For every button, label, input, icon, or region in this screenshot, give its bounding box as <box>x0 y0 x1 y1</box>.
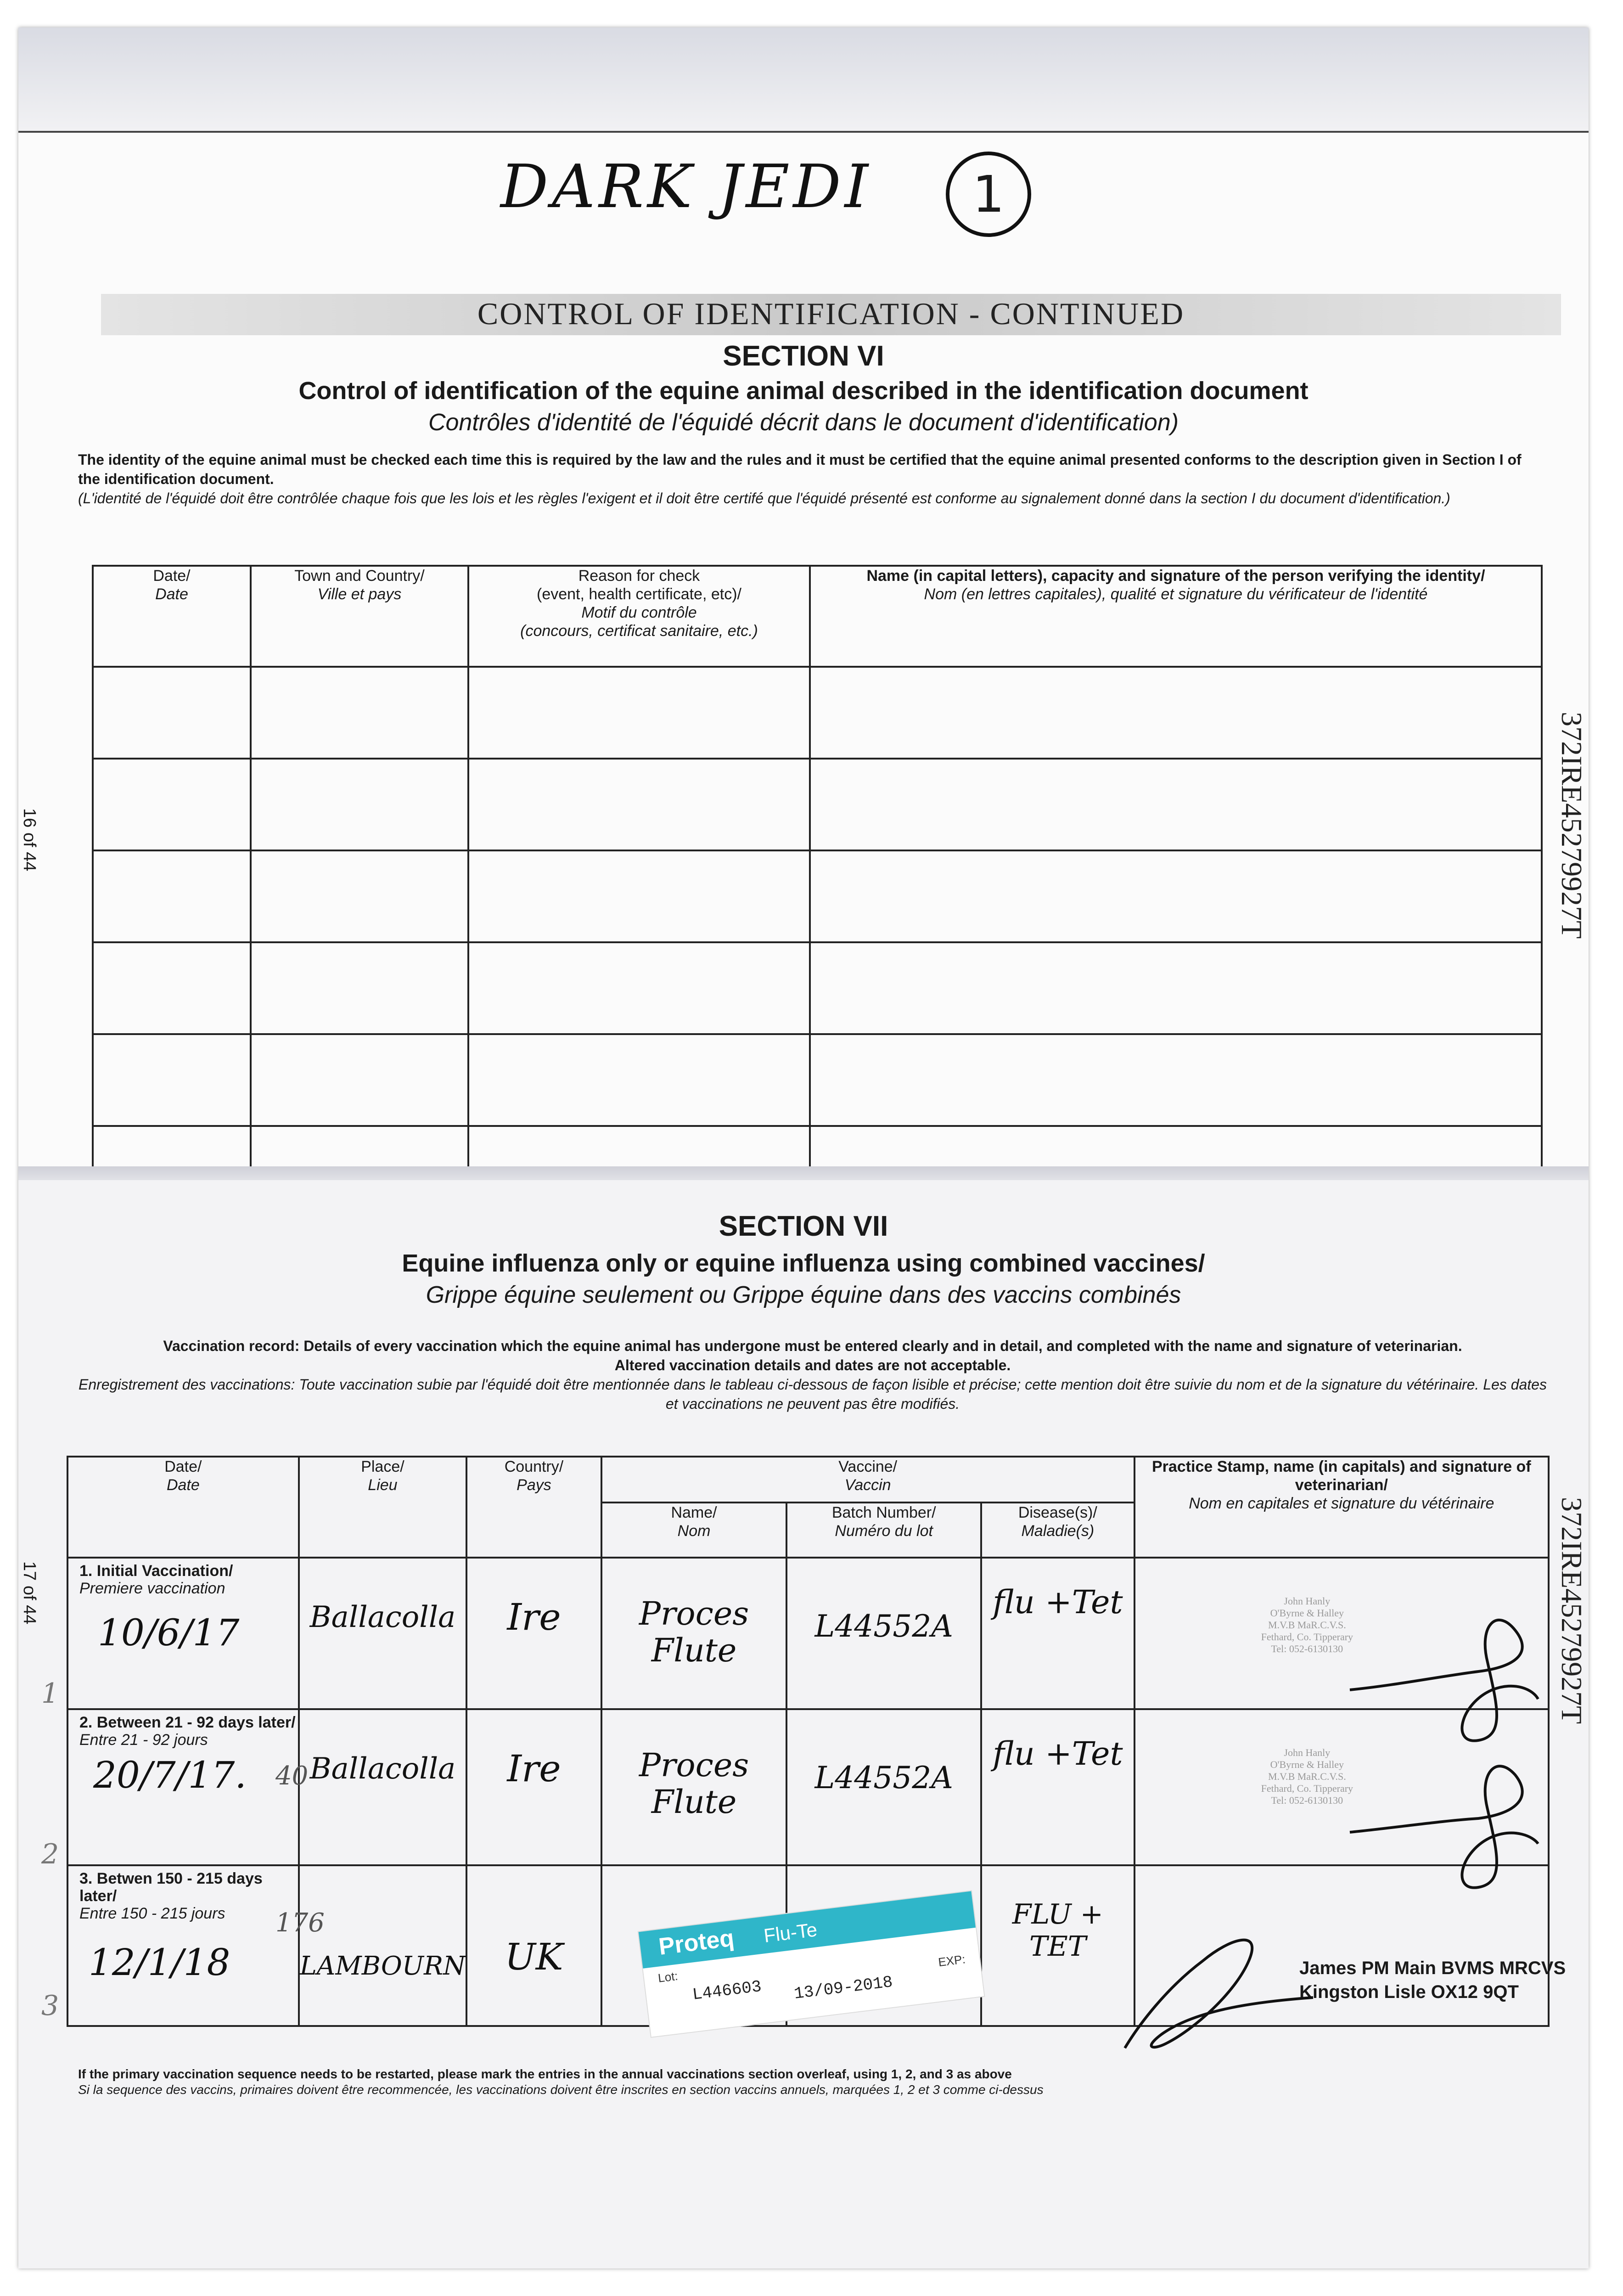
place-cell: LAMBOURN <box>299 1865 466 2026</box>
banner-text: CONTROL OF IDENTIFICATION - CONTINUED <box>477 296 1185 331</box>
section-vi-title: SECTION VI <box>723 340 884 372</box>
days-annotation: 40 <box>275 1761 309 1791</box>
vaccination-date: 20/7/17. <box>93 1754 247 1796</box>
col-batch-header: Batch Number/ Numéro du lot <box>786 1503 981 1558</box>
margin-number: 1 <box>41 1677 59 1710</box>
section-vii-subtitle-fr: Grippe équine seulement ou Grippe équine dans des vaccins combinés <box>426 1282 1181 1308</box>
table-row <box>67 1558 1549 1709</box>
col-town-header: Town and Country/ Ville et pays <box>251 566 468 667</box>
col-vaccine-header: Vaccine/ Vaccin <box>601 1457 1134 1503</box>
section-vi-intro <box>78 450 1547 508</box>
col-place-header: Place/ Lieu <box>299 1457 466 1558</box>
section-vii-subtitle-en: Equine influenza only or equine influenza using combined vaccines/ <box>402 1249 1205 1277</box>
vet-signature-3 <box>1111 1910 1322 2062</box>
disease-cell: FLU + TET <box>981 1865 1134 2026</box>
section-vii-title: SECTION VII <box>719 1210 888 1242</box>
sticker-brand: Proteq <box>657 1925 736 1960</box>
col-date-header: Date/ Date <box>67 1457 299 1558</box>
section-vii-intro <box>78 1336 1547 1413</box>
vet-signature-1 <box>1341 1598 1543 1754</box>
sticker-exp: 13/09-2018 <box>793 1972 894 2003</box>
practice-stamp: John Hanly O'Byrne & Halley M.V.B MaR.C.V.S. Fethard, Co. Tipperary Tel: 052-6130130 <box>1261 1595 1353 1654</box>
sticker-product: Flu-Te <box>762 1919 819 1947</box>
identification-check-table <box>92 565 1543 1182</box>
table-row <box>93 942 1542 1034</box>
col-reason-header: Reason for check (event, health certificate, etc)/ Motif du contrôle (concours, certificat sanitaire, etc.) <box>468 566 810 667</box>
handwritten-circled-number: 1 <box>946 152 1031 237</box>
handwritten-horse-name: DARK JEDI <box>500 152 872 221</box>
section-vi-subtitle-fr: Contrôles d'identité de l'équidé décrit dans le document d'identification) <box>428 409 1179 436</box>
vet-signature-2 <box>1341 1745 1543 1901</box>
table-row <box>93 1034 1542 1126</box>
vaccination-date: 12/1/18 <box>89 1941 230 1984</box>
batch-cell: L44552A <box>786 1709 981 1865</box>
footer-en: If the primary vaccination sequence needs to be restarted, please mark the entries in the annual vaccinations section overleaf, using 1, 2, and 3 as above <box>78 2067 1012 2081</box>
vet-address: Kingston Lisle OX12 9QT <box>1299 1982 1519 2002</box>
vet-stamp <box>1299 1956 1566 2004</box>
sticker-lot-label: Lot: <box>657 1969 679 1985</box>
sticker-exp-label: EXP: <box>937 1952 966 1970</box>
passport-serial-upper: 372IRE45279927T <box>1556 712 1588 939</box>
disease-cell: flu +Tet <box>981 1709 1134 1865</box>
vaccine-name-cell: Proces Flute <box>601 1558 787 1709</box>
footer-fr: Si la sequence des vaccins, primaires doivent être recommencée, les vaccinations doivent être inscrites en section vaccins annuels, marquées 1, 2 et 3 comme ci-dessus <box>78 2082 1044 2097</box>
vaccine-name-cell: Proces Flute <box>601 1709 787 1865</box>
sticker-lot: L446603 <box>691 1977 763 2004</box>
table-row <box>93 850 1542 942</box>
passport-serial-lower: 372IRE45279927T <box>1556 1497 1588 1724</box>
disease-cell: flu +Tet <box>981 1558 1134 1709</box>
col-country-header: Country/ Pays <box>466 1457 601 1558</box>
vaccination-date: 10/6/17 <box>98 1611 240 1654</box>
section-banner <box>101 294 1561 335</box>
section-vii-intro-en2: Altered vaccination details and dates are not acceptable. <box>614 1357 1011 1373</box>
table-row <box>93 667 1542 759</box>
section-vi-subtitle-en: Control of identification of the equine animal described in the identification document <box>298 377 1309 405</box>
section-vi-intro-fr: (L'identité de l'équidé doit être contrôlée chaque fois que les lois et les règles l'exigent et il doit être certifé que l'équidé présenté est conforme au signalement donné dans la section I du document d'identification.) <box>78 490 1450 506</box>
col-stamp-header: Practice Stamp, name (in capitals) and signature of veterinarian/ Nom en capitales et signature du vétérinaire <box>1134 1457 1549 1558</box>
country-cell: Ire <box>466 1709 601 1865</box>
col-date-header: Date/ Date <box>93 566 251 667</box>
section-vi-intro-en: The identity of the equine animal must be checked each time this is required by the law and the rules and it must be certified that the equine animal presented conforms to the description given in Section I of the identification document. <box>78 451 1522 487</box>
row-label: 2. Between 21 - 92 days later/ Entre 21 - 92 jours 20/7/17. <box>67 1709 299 1865</box>
margin-number: 2 <box>41 1838 59 1870</box>
section-vii-footer <box>78 2066 1044 2098</box>
col-name-header: Name (in capital letters), capacity and signature of the person verifying the identity/ Nom (en lettres capitales), qualité et signature du vérificateur de l'identité <box>810 566 1542 667</box>
top-fold-shadow <box>18 28 1589 133</box>
practice-stamp: John Hanly O'Byrne & Halley M.V.B MaR.C.V.S. Fethard, Co. Tipperary Tel: 052-6130130 <box>1261 1747 1353 1806</box>
col-vaccine-name-header: Name/ Nom <box>601 1503 787 1558</box>
row-label: 1. Initial Vaccination/ Premiere vaccination 10/6/17 <box>67 1558 299 1709</box>
row-label: 3. Betwen 150 - 215 days later/ Entre 150 - 215 jours 12/1/18 <box>67 1865 299 2026</box>
batch-cell: L44552A <box>786 1558 981 1709</box>
vet-name: James PM Main BVMS MRCVS <box>1299 1958 1566 1978</box>
passport-page <box>18 28 1589 2268</box>
place-cell: Ballacolla <box>299 1709 466 1865</box>
country-cell: UK <box>466 1865 601 2026</box>
page-number-16: 16 of 44 <box>20 808 39 872</box>
page-number-17: 17 of 44 <box>20 1561 39 1625</box>
top-divider <box>18 131 1589 133</box>
days-annotation: 176 <box>275 1908 325 1938</box>
section-vii-intro-en: Vaccination record: Details of every vaccination which the equine animal has undergone must be entered clearly and in detail, and completed with the name and signature of veterinarian. <box>163 1338 1462 1354</box>
table-row <box>93 759 1542 850</box>
place-cell: Ballacolla <box>299 1558 466 1709</box>
country-cell: Ire <box>466 1558 601 1709</box>
col-disease-header: Disease(s)/ Maladie(s) <box>981 1503 1134 1558</box>
margin-number: 3 <box>41 1990 59 2022</box>
section-vii-intro-fr: Enregistrement des vaccinations: Toute vaccination subie par l'équidé doit être mentionnée dans le tableau ci-dessous de façon lisible et précise; cette mention doit être suivie du nom et de la signature du vétérinaire. Les dates et vaccinations ne peuvent pas être modifiés. <box>79 1376 1547 1412</box>
